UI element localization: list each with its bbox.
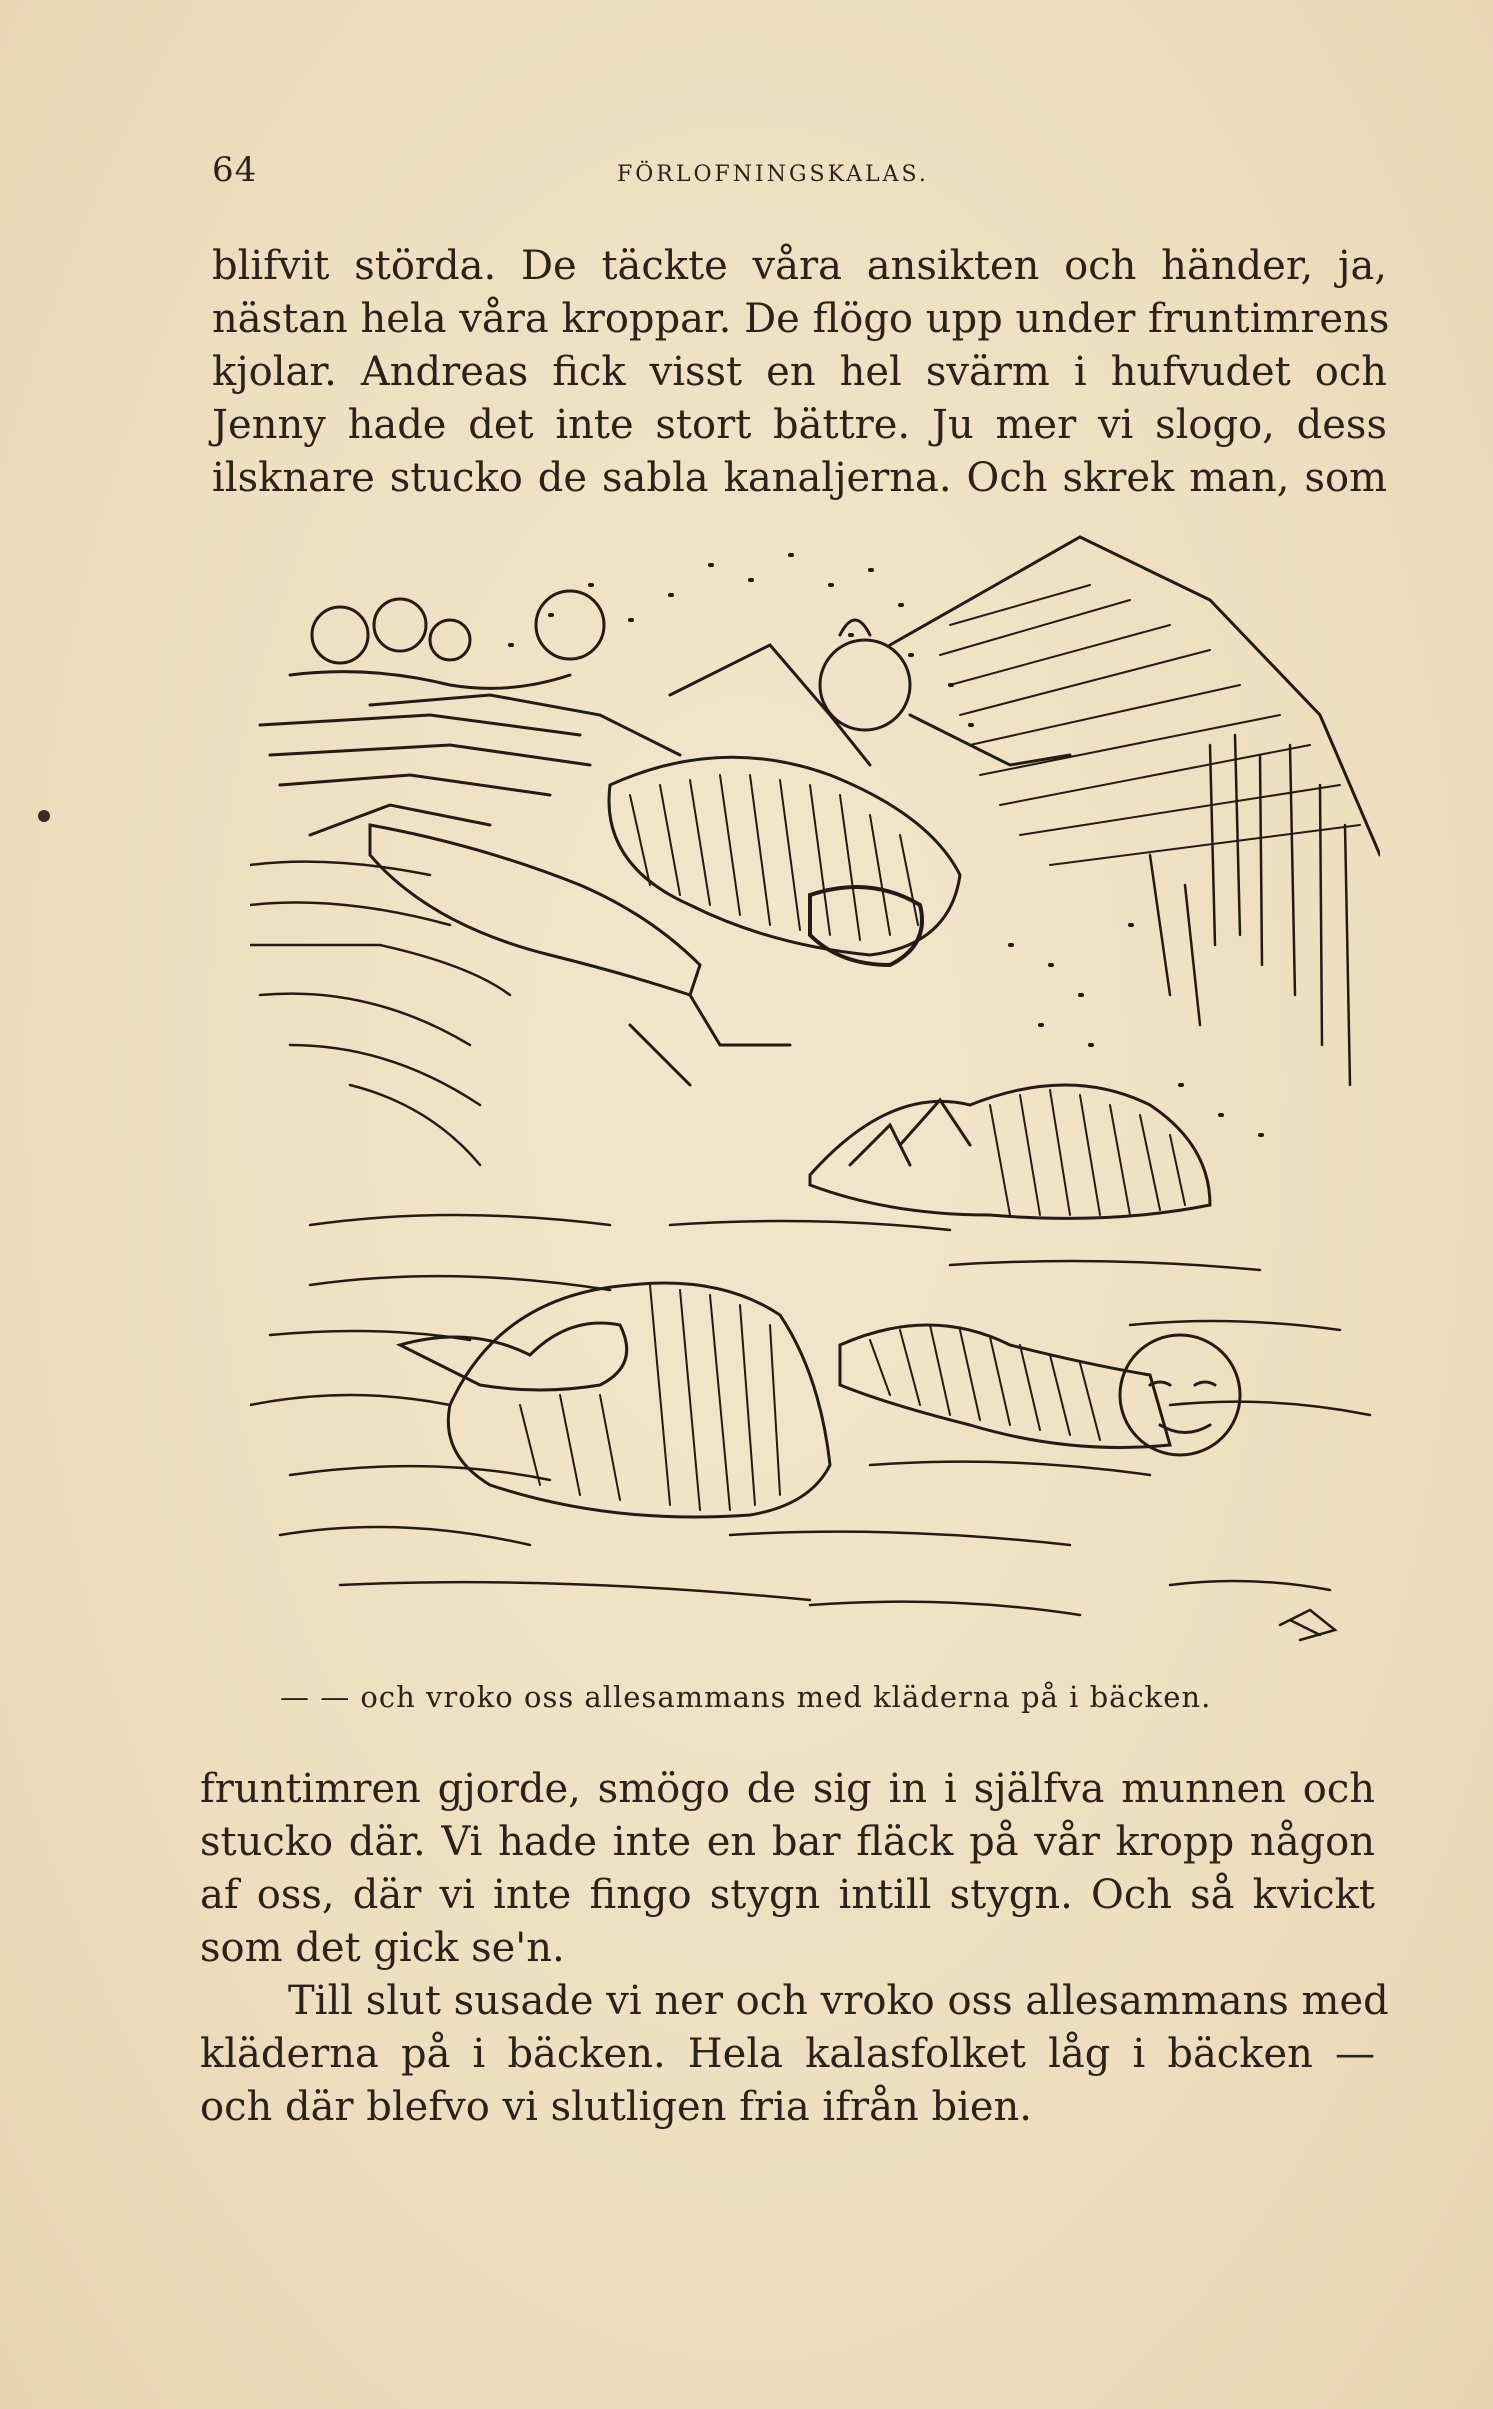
falling-woman [370, 620, 1070, 1085]
text-line: ilsknare stucko de sabla kanaljerna. Och skrek man, som [212, 455, 1387, 501]
ink-smudge [38, 810, 50, 822]
text-line: nästan hela våra kroppar. De flögo upp under fruntimrens [212, 296, 1390, 342]
text-line: fruntimren gjorde, smögo de sig in i själfva munnen och [200, 1766, 1375, 1812]
swimmer-bottom-left [400, 1283, 830, 1517]
text-line: kjolar. Andreas fick visst en hel svärm i hufvudet och [212, 349, 1387, 395]
hill-hatching [940, 585, 1360, 865]
running-head: FÖRLOFNINGSKALAS. [617, 162, 929, 187]
water-ripples [250, 1215, 1370, 1615]
text-line: och där blefvo vi slutligen fria ifrån bien. [200, 2084, 1032, 2130]
page-header [212, 150, 1392, 200]
paragraph-continued [200, 1763, 1375, 1975]
swimmer-bottom-right [840, 1325, 1240, 1455]
bee-swarm [510, 555, 1262, 1135]
page-number: 64 [212, 150, 258, 190]
text-line: stucko där. Vi hade inte en bar fläck på vår kropp någon [200, 1819, 1375, 1865]
hill-outline [890, 537, 1380, 855]
paragraph-final [200, 1975, 1389, 2134]
text-line: blifvit störda. De täckte våra ansikten och händer, ja, [212, 243, 1387, 289]
illustration [250, 525, 1380, 1665]
illustration-drawing [250, 525, 1380, 1665]
reeds [1150, 735, 1350, 1085]
swimmer-right [810, 1085, 1210, 1218]
paragraph-top [212, 240, 1390, 505]
text-line: Till slut susade vi ner och vroko oss allesammans med [288, 1978, 1389, 2024]
running-figures [260, 591, 680, 835]
text-line: af oss, där vi inte fingo stygn intill stygn. Och så kvickt [200, 1872, 1375, 1918]
text-line: kläderna på i bäcken. Hela kalasfolket låg i bäcken — [200, 2031, 1375, 2077]
bank-lines [250, 862, 510, 1165]
text-line: som det gick se'n. [200, 1925, 565, 1971]
artist-monogram [1280, 1610, 1335, 1640]
text-line: Jenny hade det inte stort bättre. Ju mer vi slogo, dess [212, 402, 1387, 448]
figure-caption: — — och vroko oss allesammans med kläderna på i bäcken. [280, 1680, 1212, 1714]
